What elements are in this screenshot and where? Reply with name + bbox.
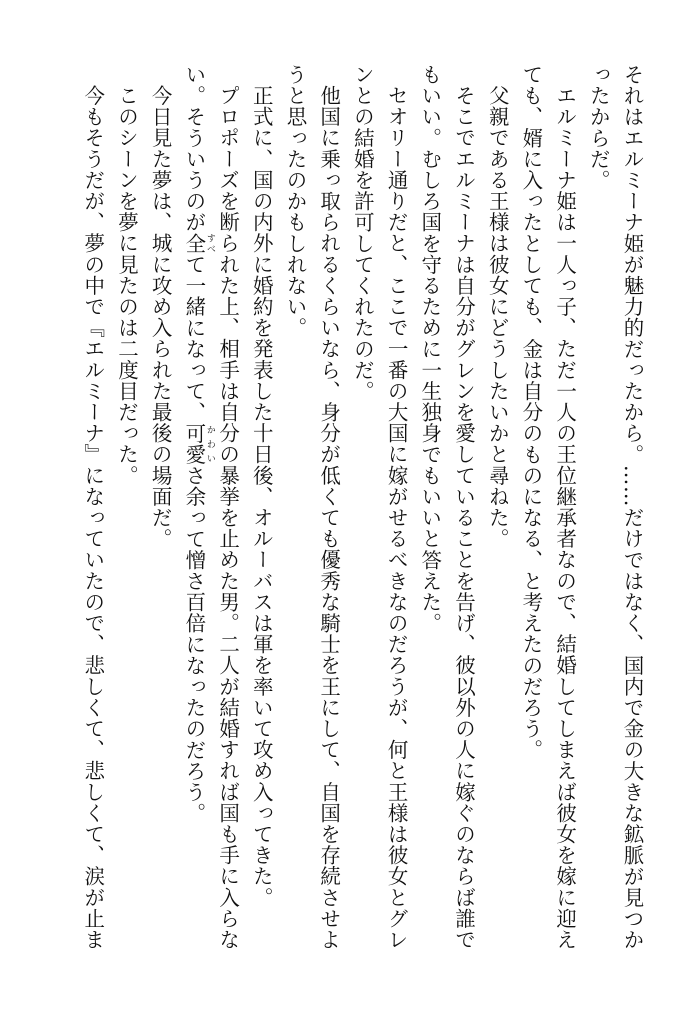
paragraph-11: 今もそうだが、夢の中で『エルミーナ』になっていたので、悲しくて、悲しくて、涙が止ま: [80, 84, 105, 950]
furigana-ruby: 全 すべ: [181, 232, 215, 254]
paragraph-2: エルミーナ姫は一人っ子、ただ一人の王位継承者なので、結婚してしまえば彼女を嫁に迎えても、婿に入ったとしても、金は自分のものになる、と考えたのだろう。: [518, 64, 577, 950]
paragraph-5: セオリー通りだと、ここで一番の大国に嫁がせるべきなのだろうが、何と王様は彼女とグレンとの結婚を許可してくれたのだ。: [350, 64, 409, 950]
vertical-text-body: [75, 64, 648, 964]
paragraph-4: そこでエルミーナは自分がグレンを愛していることを告げ、彼以外の人に嫁ぐのならば誰でもいい。むしろ国を守るために一生独身でもいいと答えた。: [417, 64, 476, 950]
paragraph-7: 正式に、国の内外に婚約を発表した十日後、オルーバスは軍を率いて攻め入ってきた。: [249, 84, 274, 908]
paragraph-3: 父親である王様は彼女にどうしたいかと尋ねた。: [485, 84, 510, 549]
paragraph-9: 今日見た夢は、城に攻め入られた最後の場面だ。: [148, 84, 173, 549]
furigana-ruby: 可愛 かわい: [181, 422, 215, 465]
paragraph-8: プロポーズを断られた上、相手は自分の暴挙を止めた男。二人が結婚すれば国も手に入らない。そういうのが全 すべて一緒になって、可愛 かわいさ余って憎さ百倍になったのだろう。: [181, 64, 240, 950]
paragraph-10: このシーンを夢に見たのは二度目だった。: [114, 84, 139, 486]
paragraph-1: それはエルミーナ姫が魅力的だったから。……だけではなく、国内で金の大きな鉱脈が見つかったからだ。: [586, 64, 644, 951]
paragraph-6: 他国に乗っ取られるくらいなら、身分が低くても優秀な騎士を王にして、自国を存続させようと思ったのかもしれない。: [282, 64, 341, 950]
